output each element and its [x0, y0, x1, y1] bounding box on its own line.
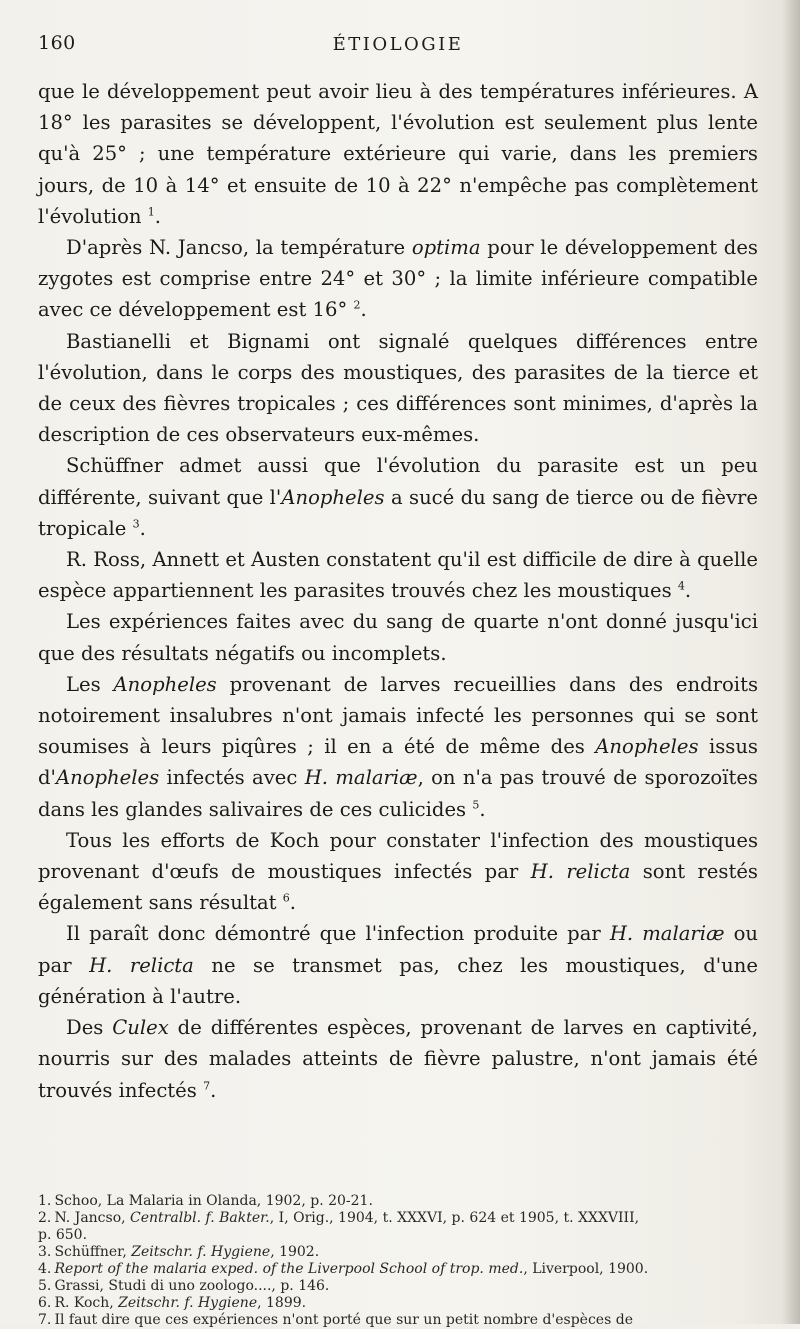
footnote-2-number: 2.: [38, 1210, 52, 1226]
paragraph-8: Tous les efforts de Koch pour constater l'infection des moustiques provenant d'œufs de moustiques infectés par H. relicta sont restés également sans résultat $^6$.: [38, 828, 758, 915]
running-title: ÉTIOLOGIE: [332, 34, 464, 55]
footnote-7-text: Il faut dire que ces expériences n'ont porté que sur un petit nombre d'espèces de: [54, 1312, 633, 1328]
paragraph-8-text-b: sont restés également sans résultat: [38, 860, 758, 915]
paragraph-7-text-e: , on n'a pas trouvé de sporozoïtes dans les glandes salivaires de ces culicides: [38, 766, 758, 821]
paragraph-2-text-b: pour le développement des zygotes est comprise entre 24° et 30° ; la limite inférieure compatible avec ce développement est 16°: [38, 236, 758, 322]
paragraph-7-text-a: Les: [66, 672, 114, 696]
footnote-2-continuation-text: p. 650.: [38, 1227, 88, 1243]
paragraph-7-emphasis-2: Anopheles: [595, 735, 699, 759]
paragraph-7-text-c: issus d': [38, 735, 758, 790]
footnote-2-text-a: N. Jancso,: [54, 1210, 131, 1226]
paragraph-3: [38, 326, 758, 451]
footnote-6-emphasis: Zeitschr. f. Hygiene: [118, 1295, 258, 1311]
footnote-3-text-a: Schüffner,: [54, 1244, 132, 1260]
paragraph-4: Schüffner admet aussi que l'évolution du parasite est un peu différente, suivant que l'Anopheles a sucé du sang de tierce ou de fièvre tropicale $^3$.: [38, 454, 758, 540]
paragraph-7-text-b: provenant de larves recueillies dans des endroits notoirement insalubres n'ont jamais infecté les personnes qui se sont soumises à leurs piqûres ; il en a été de même des: [38, 672, 758, 759]
paragraph-4-emphasis: Anopheles: [281, 485, 385, 509]
body-text: [38, 76, 758, 1106]
paragraph-2-text-a: D'après N. Jancso, la température: [66, 236, 412, 260]
paragraph-7-emphasis-1: Anopheles: [113, 672, 217, 696]
paragraph-9-emphasis-1: H. malariæ: [609, 922, 725, 946]
footnote-ref-6: 6: [282, 891, 290, 905]
footnote-1: [38, 1193, 768, 1210]
footnote-ref-7: 7: [203, 1078, 211, 1092]
footnote-3-number: 3.: [38, 1244, 52, 1260]
paragraph-2: D'après N. Jancso, la température optima pour le développement des zygotes est comprise entre 24° et 30° ; la limite inférieure compatible avec ce développement est 16° $^2$.: [38, 236, 758, 322]
footnote-ref-2: 2: [353, 298, 361, 312]
footnote-5-number: 5.: [38, 1278, 52, 1294]
paragraph-3-text: Bastianelli et Bignami ont signalé quelques différences entre l'évolution, dans le corps des moustiques, des parasites de la tierce et de ceux des fièvres tropicales ; ces différences sont minimes, d'après la description de ces observateurs eux-mêmes.: [38, 329, 758, 447]
paragraph-4-text-a: Schüffner admet aussi que l'évolution du parasite est un peu différente, suivant que l': [38, 454, 758, 509]
paragraph-1-text: que le développement peut avoir lieu à des températures inférieures. A 18° les parasites se développent, l'évolution est seulement plus lente qu'à 25° ; une température extérieure qui varie, dans les premiers jours, de 10 à 14° et ensuite de 10 à 22° n'empêche pas complètement l'évolution: [38, 80, 758, 228]
paragraph-9-text-a: Il paraît donc démontré que l'infection produite par: [66, 922, 610, 946]
paragraph-7: Les Anopheles provenant de larves recueillies dans des endroits notoirement insalubres n'ont jamais infecté les personnes qui se sont soumises à leurs piqûres ; il en a été de même des Anopheles issus d'Anopheles infectés avec H. malariæ, on n'a pas trouvé de sporozoïtes dans les glandes salivaires de ces culicides $^5$.: [38, 672, 758, 821]
footnote-ref-5: 5: [472, 798, 480, 812]
footnote-2-text-b: , I, Orig., 1904, t. XXXVI, p. 624 et 1905, t. XXXVIII,: [269, 1210, 640, 1226]
footnote-ref-3: 3: [132, 517, 140, 531]
footnote-4-emphasis: Report of the malaria exped. of the Liverpool School of trop. med.: [54, 1261, 524, 1277]
paragraph-10: Des Culex de différentes espèces, provenant de larves en captivité, nourris sur des malades atteints de fièvre palustre, n'ont jamais été trouvés infectés $^7$.: [38, 1016, 758, 1102]
footnote-5: [38, 1278, 768, 1295]
paragraph-10-text-a: Des: [66, 1016, 113, 1040]
footnote-ref-4: 4: [677, 579, 685, 593]
paragraph-10-emphasis: Culex: [112, 1016, 169, 1040]
footnote-6-number: 6.: [38, 1295, 52, 1311]
footnote-2: [38, 1210, 768, 1227]
footnote-7: [38, 1312, 768, 1329]
footnote-ref-1: 1: [147, 205, 155, 219]
paragraph-4-text-b: a sucé du sang de tierce ou de fièvre tropicale: [38, 485, 758, 540]
paragraph-5: R. Ross, Annett et Austen constatent qu'il est difficile de dire à quelle espèce appartiennent les parasites trouvés chez les moustiques $^4$.: [38, 548, 758, 603]
footnote-6-text-b: , 1899.: [257, 1295, 307, 1311]
paragraph-7-emphasis-4: H. malariæ: [304, 766, 418, 790]
paragraph-8-emphasis: H. relicta: [530, 860, 631, 884]
footnote-3-text-b: , 1902.: [270, 1244, 320, 1260]
footnote-3: [38, 1244, 768, 1261]
paragraph-9-emphasis-2: H. relicta: [89, 953, 194, 977]
paragraph-2-emphasis: optima: [411, 236, 481, 260]
paragraph-10-text-b: de différentes espèces, provenant de larves en captivité, nourris sur des malades atteints de fièvre palustre, n'ont jamais été trouvés infectés: [38, 1016, 758, 1102]
footnote-5-text: Grassi, Studi di uno zoologo...., p. 146.: [54, 1278, 330, 1294]
paragraph-9: [38, 918, 758, 1012]
footnote-3-emphasis: Zeitschr. f. Hygiene: [131, 1244, 271, 1260]
footnote-6: [38, 1295, 768, 1312]
paragraph-9-text-b: ou par: [38, 922, 758, 977]
footnote-1-number: 1.: [38, 1193, 52, 1209]
paragraph-5-text: R. Ross, Annett et Austen constatent qu'il est difficile de dire à quelle espèce appartiennent les parasites trouvés chez les moustiques: [38, 548, 758, 603]
footnote-2-continuation: [38, 1227, 768, 1244]
footnote-1-text: Schoo, La Malaria in Olanda, 1902, p. 20-21.: [54, 1193, 373, 1209]
paragraph-7-text-d: infectés avec: [159, 766, 305, 790]
paragraph-6: [38, 606, 758, 668]
paragraph-8-text-a: Tous les efforts de Koch pour constater l'infection des moustiques provenant d'œufs de moustiques infectés par: [38, 828, 758, 884]
page-edge-shadow: [782, 0, 800, 1324]
footnote-6-text-a: R. Koch,: [54, 1295, 119, 1311]
page-header: [38, 32, 758, 72]
paragraph-6-text: Les expériences faites avec du sang de quarte n'ont donné jusqu'ici que des résultats négatifs ou incomplets.: [38, 610, 758, 665]
paragraph-1: que le développement peut avoir lieu à des températures inférieures. A 18° les parasites se développent, l'évolution est seulement plus lente qu'à 25° ; une température extérieure qui varie, dans les premiers jours, de 10 à 14° et ensuite de 10 à 22° n'empêche pas complètement l'évolution $^1$.: [38, 80, 758, 228]
paragraph-9-text-c: ne se transmet pas, chez les moustiques, d'une génération à l'autre.: [38, 953, 758, 1008]
footnote-4-number: 4.: [38, 1261, 52, 1277]
footnote-2-emphasis: Centralbl. f. Bakter.: [130, 1210, 270, 1226]
footnote-4-text-b: , Liverpool, 1900.: [523, 1261, 649, 1277]
footnote-7-number: 7.: [38, 1312, 52, 1328]
footnotes: [38, 1193, 768, 1329]
page-number: 160: [38, 32, 76, 54]
footnote-4: [38, 1261, 768, 1278]
paragraph-7-emphasis-3: Anopheles: [55, 766, 160, 790]
